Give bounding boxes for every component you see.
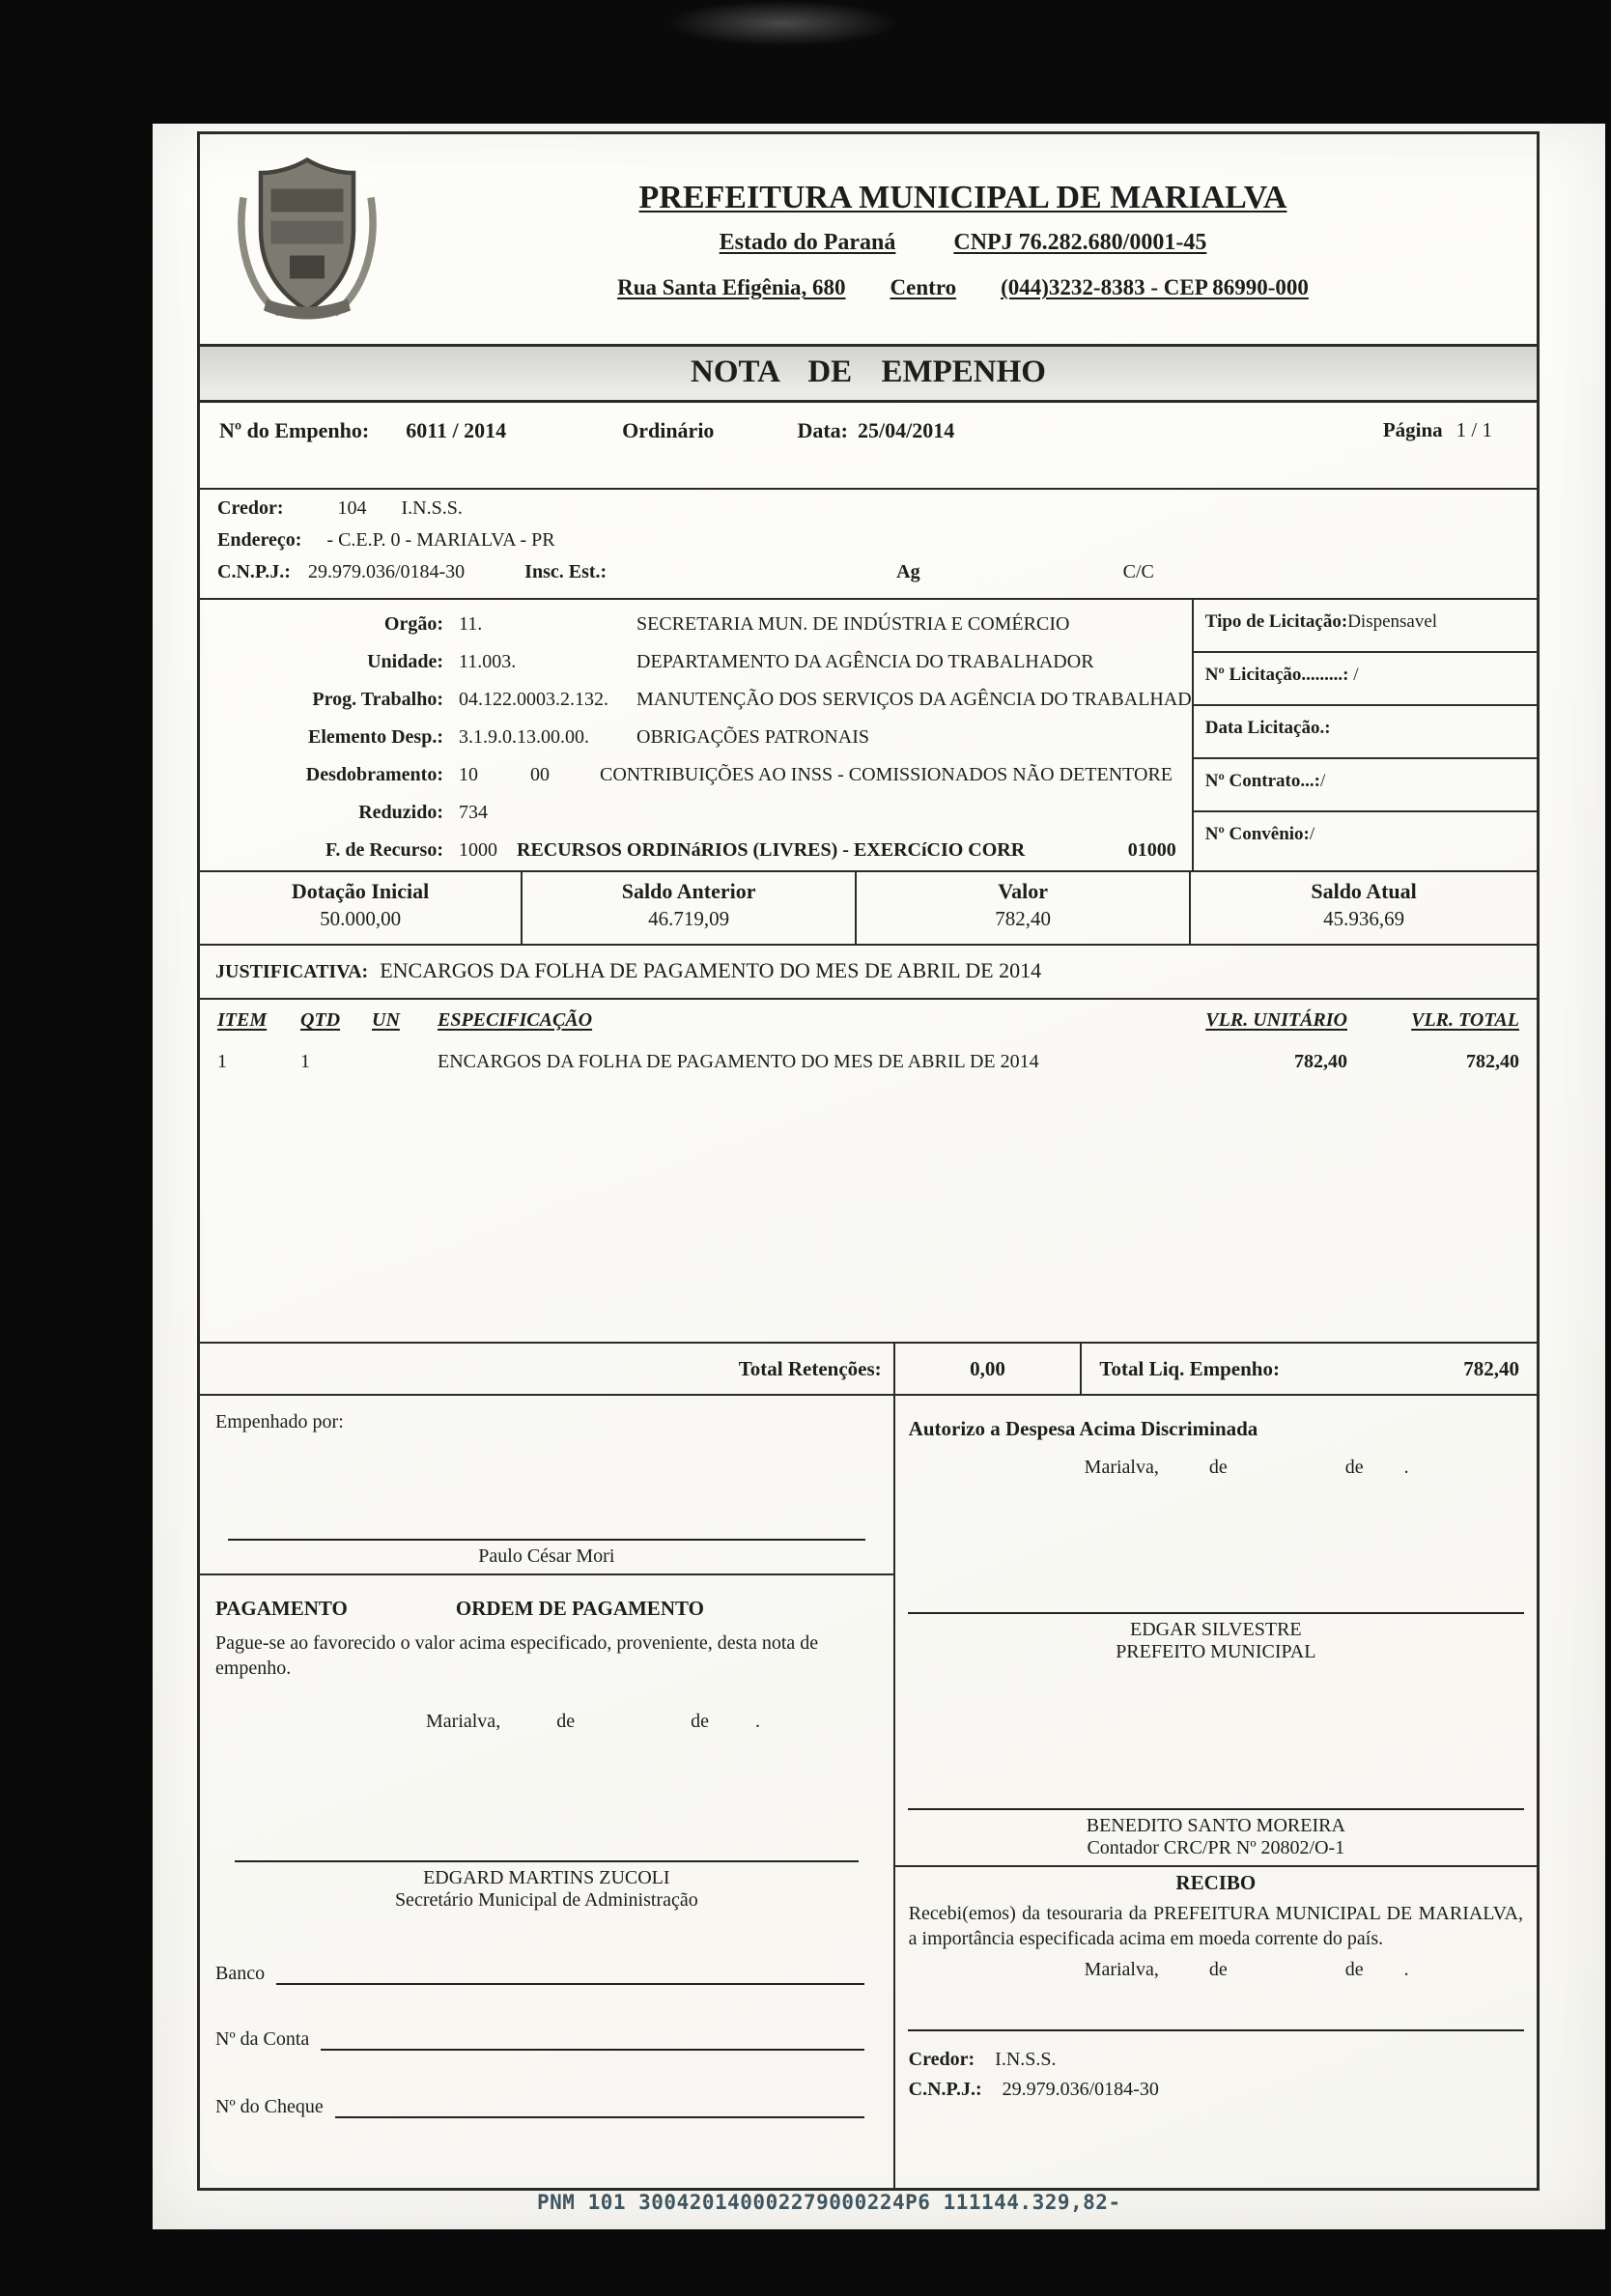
unit-header: UN <box>372 1009 400 1031</box>
recurso-extra-code: 01000 <box>1127 839 1176 861</box>
address-value: - C.E.P. 0 - MARIALVA - PR <box>326 529 555 551</box>
cheque-field <box>215 2091 864 2118</box>
saldo-anterior-value: 46.719,09 <box>648 907 730 930</box>
date-label: Data: <box>797 418 848 442</box>
cheque-blank-line <box>335 2116 864 2118</box>
receipt-date-line <box>895 1959 1537 1981</box>
committed-by-block <box>200 1396 893 1575</box>
specification-header: ESPECIFICAÇÃO <box>438 1009 593 1031</box>
header-line-address <box>414 275 1512 300</box>
classification-rows <box>200 600 1192 870</box>
creditor-cnpj-line <box>217 561 1537 593</box>
receipt-creditor-line <box>909 2049 1523 2071</box>
valor-value: 782,40 <box>995 907 1052 930</box>
cheque-number-label: Nº do Cheque <box>215 2095 324 2117</box>
justification-row <box>200 946 1537 1000</box>
creditor-line <box>217 497 1537 529</box>
state-registration-label: Insc. Est.: <box>524 561 608 582</box>
orgao-description: SECRETARIA MUN. DE INDÚSTRIA E COMÉRCIO <box>636 613 1070 635</box>
bidding-number-label: Nº Licitação.........: <box>1204 665 1349 685</box>
desdobramento-code2: 00 <box>530 764 550 785</box>
account-blank-line <box>321 2049 863 2051</box>
dotacao-inicial-header: Dotação Inicial <box>291 879 430 903</box>
signature-line <box>235 1860 859 1862</box>
justification-label: JUSTIFICATIVA: <box>215 961 369 982</box>
valor-header: Valor <box>998 879 1049 903</box>
retentions-label: Total Retenções: <box>200 1344 895 1394</box>
signatures-area <box>200 1396 1537 2188</box>
signature-line <box>908 2029 1524 2031</box>
empenho-number-label: Nº do Empenho: <box>219 418 370 442</box>
left-signatures-column <box>200 1396 895 2188</box>
agreement-number-row <box>1194 812 1537 870</box>
account-label: C/C <box>1122 561 1154 582</box>
creditor-label: Credor: <box>217 497 284 519</box>
district: Centro <box>890 275 957 299</box>
scanned-page <box>153 124 1605 2229</box>
address-label: Endereço: <box>217 529 302 551</box>
contract-number-row <box>1194 759 1537 812</box>
right-signatures-column <box>895 1396 1537 2188</box>
payment-order-title: ORDEM DE PAGAMENTO <box>455 1597 704 1620</box>
bidding-type-label: Tipo de Licitação: <box>1204 611 1348 632</box>
bidding-date-row <box>1194 706 1537 759</box>
city-name: Marialva, <box>1084 1959 1159 1980</box>
receipt-creditor-label: Credor: <box>908 2049 975 2070</box>
justification-text: ENCARGOS DA FOLHA DE PAGAMENTO DO MES DE ABRIL DE 2014 <box>380 958 1042 982</box>
items-table <box>200 1000 1537 1342</box>
item-unit-value: 782,40 <box>1294 1051 1347 1072</box>
mayor-signature <box>908 1612 1524 1663</box>
item-specification: ENCARGOS DA FOLHA DE PAGAMENTO DO MES DE ABRIL DE 2014 <box>438 1051 1039 1072</box>
dotacao-inicial-column <box>200 872 521 944</box>
prog-trabalho-code: 04.122.0003.2.132. <box>459 689 608 710</box>
bidding-number-value: / <box>1353 665 1359 685</box>
city-name: Marialva, <box>1084 1457 1159 1478</box>
accountant-role: Contador CRC/PR Nº 20802/O-1 <box>1087 1837 1345 1858</box>
reduzido-label: Reduzido: <box>358 802 443 823</box>
bidding-type-value: Dispensavel <box>1347 611 1438 632</box>
payment-title: PAGAMENTO <box>215 1597 348 1620</box>
retentions-value: 0,00 <box>895 1344 1083 1394</box>
bidding-type-row <box>1194 600 1537 653</box>
authorization-date-line <box>895 1457 1537 1479</box>
of-word: de <box>556 1710 576 1732</box>
accountant-signature <box>908 1808 1524 1859</box>
state-label: Estado do Paraná <box>719 230 896 255</box>
classification-row-recurso <box>200 832 1192 869</box>
payment-block <box>200 1575 893 2188</box>
signature-line <box>228 1539 865 1541</box>
document-header <box>200 134 1537 347</box>
desdobramento-description: CONTRIBUIÇÕES AO INSS - COMISSIONADOS NÃO DETENTORE <box>600 764 1173 785</box>
recurso-description: RECURSOS ORDINáRIOS (LIVRES) - EXERCíCIO CORR <box>517 839 1026 861</box>
unidade-label: Unidade: <box>367 651 443 672</box>
balance-summary-table <box>200 870 1537 946</box>
classification-row-desdobramento <box>200 756 1192 794</box>
item-qty: 1 <box>300 1051 310 1072</box>
contract-number-label: Nº Contrato...: <box>1204 771 1320 791</box>
header-text <box>414 178 1512 300</box>
empenho-number: 6011 / 2014 <box>406 418 507 442</box>
organization-title: PREFEITURA MUNICIPAL DE MARIALVA <box>638 180 1287 215</box>
orgao-code: 11. <box>459 613 483 635</box>
receipt-cnpj-line <box>909 2079 1523 2101</box>
organization-cnpj: CNPJ 76.282.680/0001-45 <box>953 230 1207 255</box>
creditor-code: 104 <box>337 497 367 519</box>
receipt-cnpj-value: 29.979.036/0184-30 <box>1002 2079 1159 2100</box>
bank-label: Banco <box>215 1962 266 1984</box>
qty-header: QTD <box>300 1009 341 1031</box>
page-value: 1 / 1 <box>1456 418 1492 441</box>
receipt-text: Recebi(emos) da tesouraria da PREFEITURA MUNICIPAL DE MARIALVA, a importância especificada acima em moeda corrente do país. <box>908 1903 1523 1949</box>
bidding-info-column <box>1192 600 1537 870</box>
committed-by-signature <box>228 1539 865 1568</box>
prog-trabalho-label: Prog. Trabalho: <box>312 689 443 710</box>
elemento-label: Elemento Desp.: <box>308 726 443 748</box>
of-word: de <box>1344 1457 1364 1478</box>
payment-date-line <box>200 1711 893 1733</box>
document-title: NOTA DE EMPENHO <box>200 347 1537 403</box>
period-mark: . <box>1403 1457 1409 1478</box>
valor-column <box>855 872 1189 944</box>
unit-value-header: VLR. UNITÁRIO <box>1205 1009 1347 1031</box>
classification-row-prog-trabalho <box>200 681 1192 719</box>
cnpj-label: C.N.P.J.: <box>217 561 291 582</box>
empenho-type: Ordinário <box>622 418 715 442</box>
signature-line <box>908 1808 1524 1810</box>
budget-classification <box>200 600 1537 870</box>
receipt-creditor-name: I.N.S.S. <box>995 2049 1057 2070</box>
unidade-code: 11.003. <box>459 651 517 672</box>
scanner-light-artifact <box>666 0 898 46</box>
page-indicator <box>1383 418 1492 442</box>
nota-de-empenho-document <box>197 131 1540 2191</box>
item-row <box>200 1051 1537 1073</box>
accountant-name: BENEDITO SANTO MOREIRA <box>1086 1815 1345 1836</box>
machine-printed-code: PNM 101 300420140002279000224P6 111144.329,82- <box>537 2191 1121 2214</box>
secretary-name: EDGARD MARTINS ZUCOLI <box>423 1866 670 1888</box>
saldo-atual-header: Saldo Atual <box>1311 879 1417 903</box>
empenho-info-row <box>200 403 1537 490</box>
classification-row-orgao <box>200 606 1192 643</box>
creditor-block <box>200 490 1537 600</box>
desdobramento-code: 10 <box>459 764 478 785</box>
creditor-address-line <box>217 529 1537 561</box>
receiver-signature <box>908 2029 1524 2031</box>
mayor-name: EDGAR SILVESTRE <box>1130 1619 1302 1640</box>
payment-headers <box>200 1597 893 1621</box>
city-name: Marialva, <box>426 1710 501 1732</box>
phone-and-cep: (044)3232-8383 - CEP 86990-000 <box>1001 275 1309 299</box>
account-number-label: Nº da Conta <box>215 2027 310 2050</box>
receipt-title: RECIBO <box>1175 1871 1257 1894</box>
period-mark: . <box>1403 1959 1409 1980</box>
bidding-date-label: Data Licitação.: <box>1204 718 1331 738</box>
secretary-role: Secretário Municipal de Administração <box>394 1888 698 1911</box>
committed-by-name: Paulo César Mori <box>478 1545 615 1567</box>
of-word: de <box>691 1710 709 1732</box>
agency-label: Ag <box>896 561 920 582</box>
items-header-row <box>200 1009 1537 1032</box>
of-word: de <box>1344 1959 1364 1980</box>
saldo-atual-column <box>1189 872 1537 944</box>
coat-of-arms-graphic <box>235 154 380 326</box>
signature-line <box>908 1612 1524 1614</box>
bidding-number-row <box>1194 653 1537 706</box>
page-label: Página <box>1382 418 1443 441</box>
receipt-cnpj-label: C.N.P.J.: <box>908 2079 982 2100</box>
of-word: de <box>1208 1457 1228 1478</box>
header-line-state-cnpj <box>414 230 1512 256</box>
bank-blank-line <box>276 1983 864 1985</box>
of-word: de <box>1208 1959 1228 1980</box>
date-value: 25/04/2014 <box>857 418 955 442</box>
bank-field <box>215 1958 864 1985</box>
authorization-title: Autorizo a Despesa Acima Discriminada <box>908 1417 1258 1440</box>
street-address: Rua Santa Efigênia, 680 <box>617 275 846 299</box>
item-header: ITEM <box>217 1009 268 1031</box>
agreement-number-value: / <box>1309 824 1315 844</box>
saldo-anterior-column <box>521 872 855 944</box>
total-value-header: VLR. TOTAL <box>1411 1009 1519 1031</box>
recurso-label: F. de Recurso: <box>325 839 443 861</box>
payment-order-text: Pague-se ao favorecido o valor acima especificado, proveniente, desta nota de empenho. <box>215 1632 819 1680</box>
recurso-code: 1000 <box>459 839 497 861</box>
receipt-block <box>895 1865 1537 2101</box>
totals-row <box>200 1342 1537 1396</box>
agreement-number-label: Nº Convênio: <box>1204 824 1310 844</box>
committed-by-label: Empenhado por: <box>215 1411 344 1432</box>
contract-number-value: / <box>1319 771 1326 791</box>
period-mark: . <box>754 1710 760 1732</box>
cnpj-value: 29.979.036/0184-30 <box>307 561 466 582</box>
prog-trabalho-description: MANUTENÇÃO DOS SERVIÇOS DA AGÊNCIA DO TRABALHAD <box>636 689 1192 710</box>
elemento-code: 3.1.9.0.13.00.00. <box>459 726 589 748</box>
net-total-label: Total Liq. Empenho: <box>1099 1356 1280 1380</box>
net-total-value: 782,40 <box>1463 1356 1519 1380</box>
desdobramento-label: Desdobramento: <box>305 764 443 785</box>
elemento-description: OBRIGAÇÕES PATRONAIS <box>636 726 869 748</box>
orgao-label: Orgão: <box>383 613 443 635</box>
item-number: 1 <box>217 1051 227 1072</box>
creditor-name: I.N.S.S. <box>401 497 463 519</box>
secretary-signature <box>235 1860 859 1912</box>
mayor-role: PREFEITO MUNICIPAL <box>1116 1641 1316 1662</box>
classification-row-elemento <box>200 719 1192 756</box>
net-total-cell <box>1082 1344 1537 1394</box>
municipal-coat-of-arms-icon <box>225 154 389 326</box>
receipt-creditor-footer <box>895 2043 1537 2101</box>
saldo-atual-value: 45.936,69 <box>1323 907 1405 930</box>
reduzido-code: 734 <box>459 802 488 823</box>
item-total-value: 782,40 <box>1466 1051 1519 1072</box>
dotacao-inicial-value: 50.000,00 <box>320 907 402 930</box>
account-field <box>215 2024 864 2051</box>
unidade-description: DEPARTAMENTO DA AGÊNCIA DO TRABALHADOR <box>636 651 1094 672</box>
classification-row-unidade <box>200 643 1192 681</box>
saldo-anterior-header: Saldo Anterior <box>621 879 756 903</box>
classification-row-reduzido <box>200 794 1192 832</box>
